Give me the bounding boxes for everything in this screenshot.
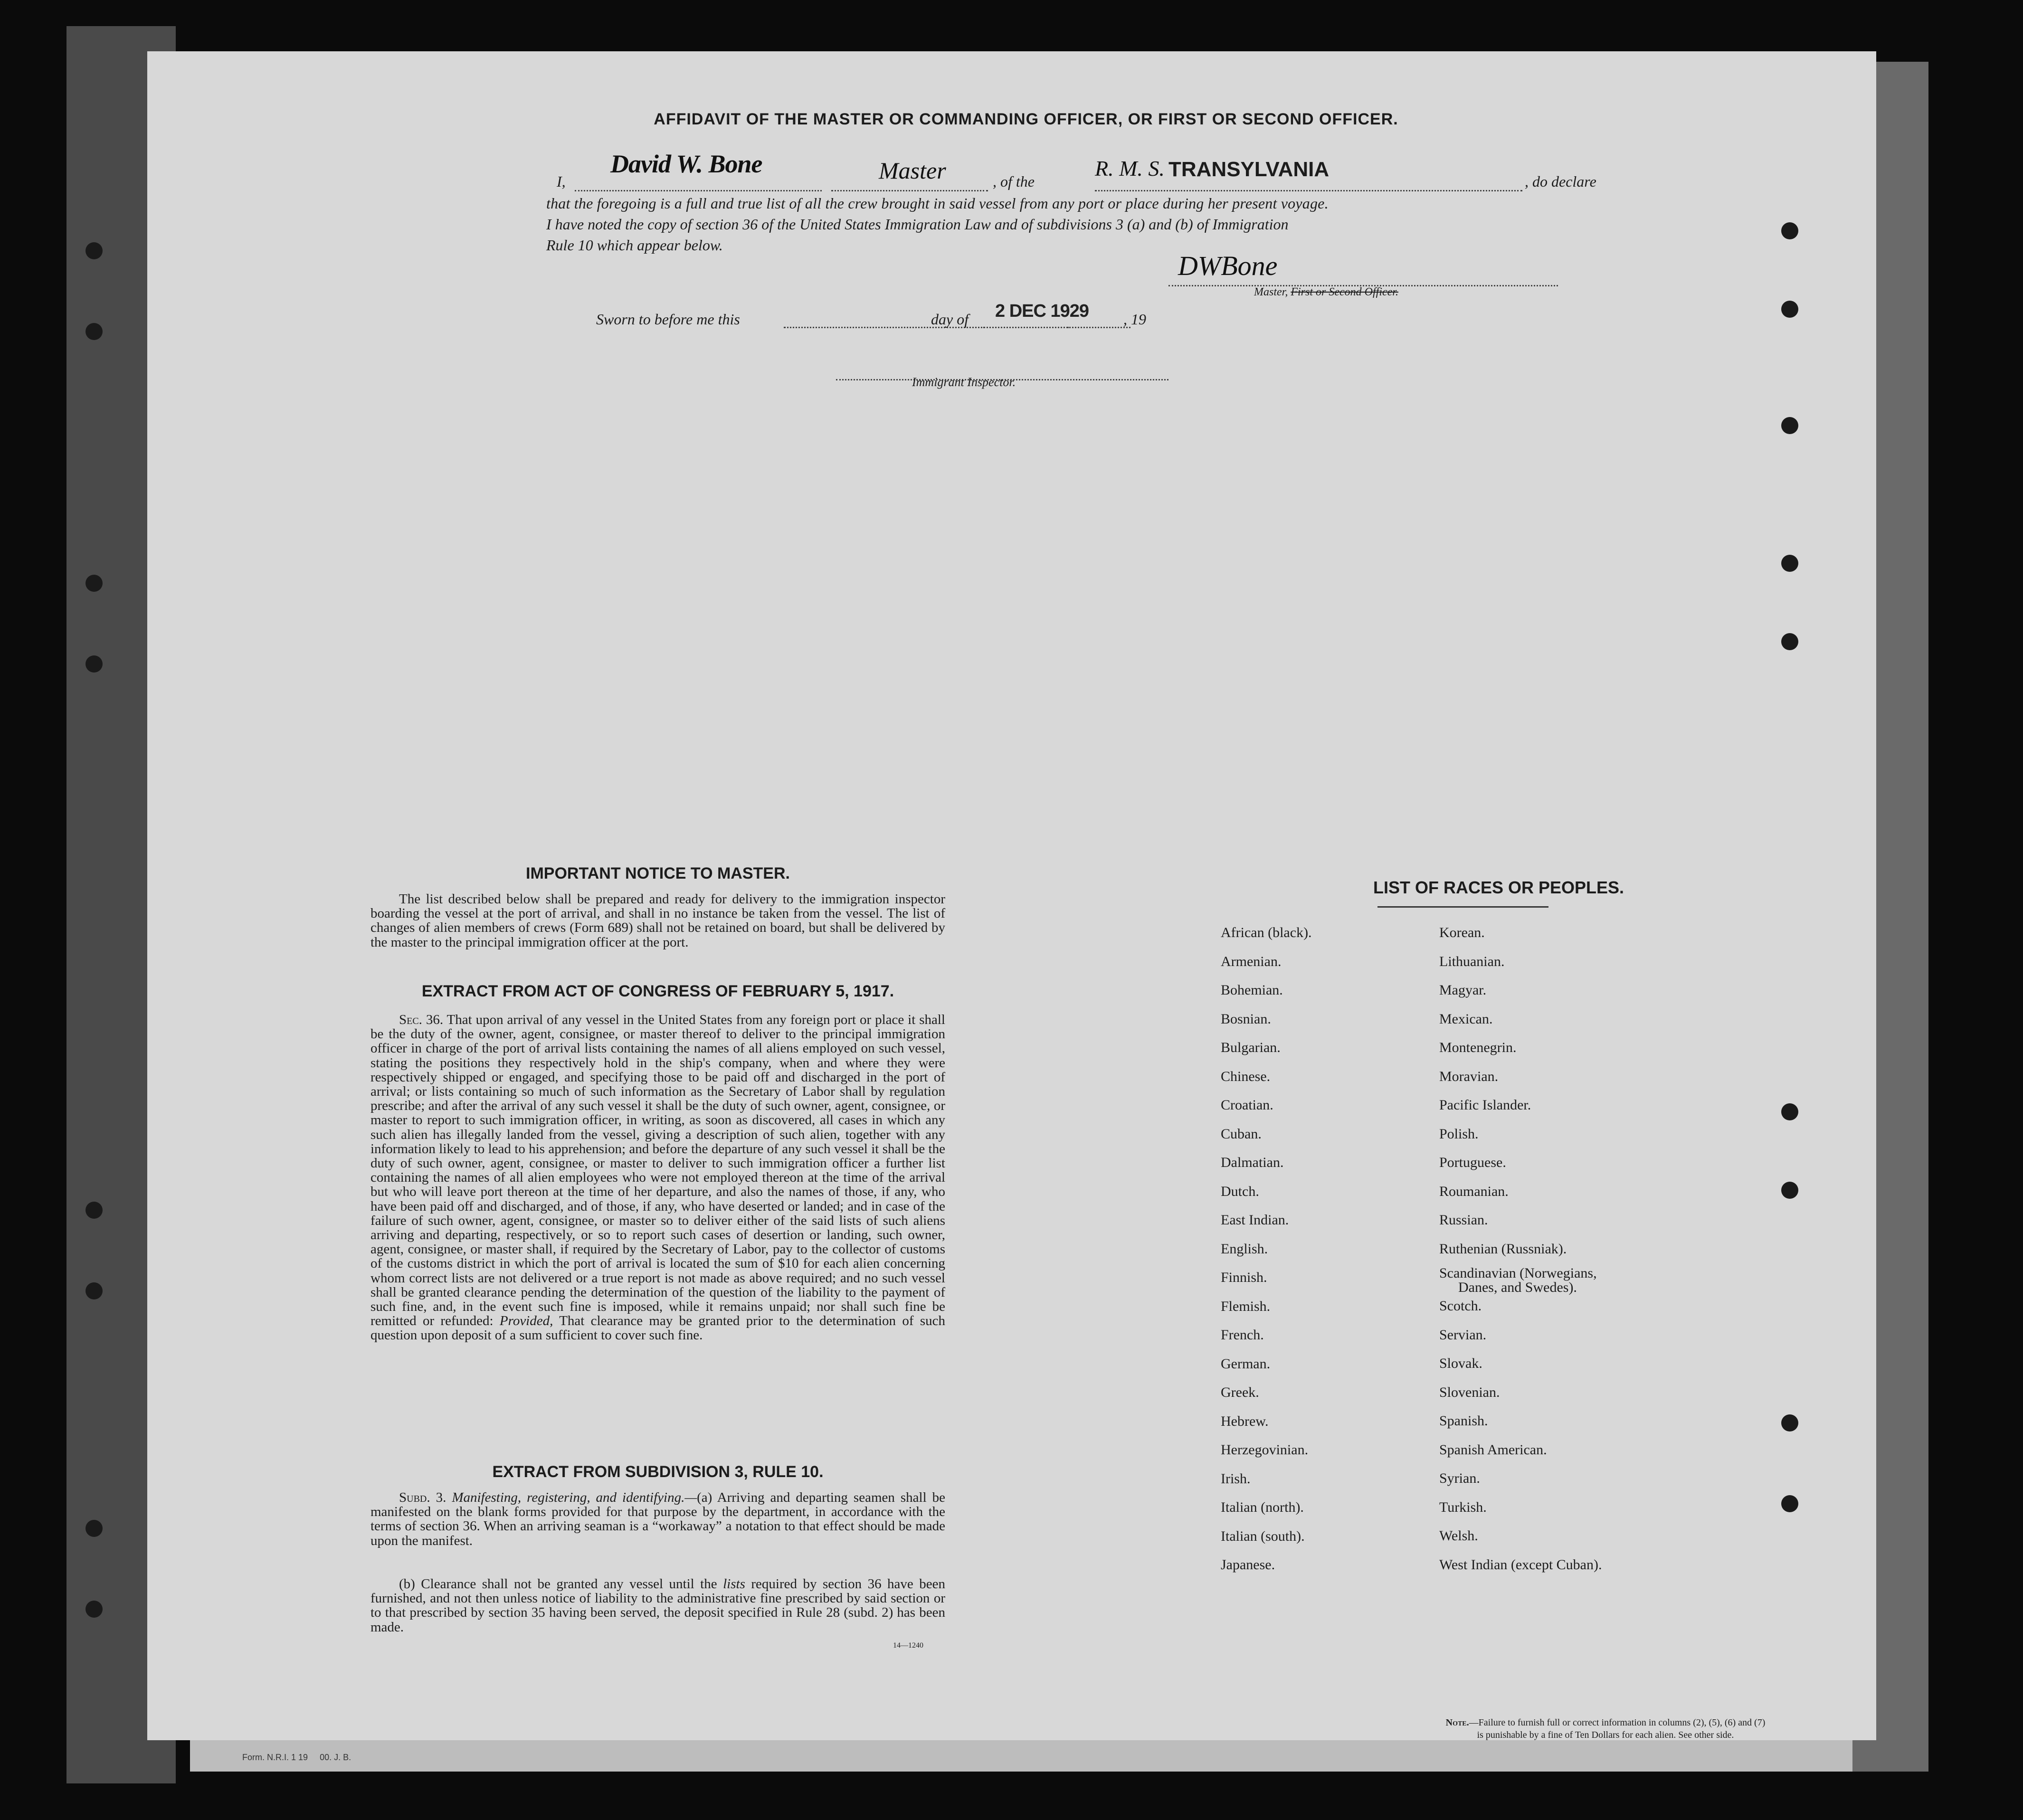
race-item: Magyar. bbox=[1439, 982, 1487, 998]
races-title: LIST OF RACES OR PEOPLES. bbox=[1373, 878, 1624, 897]
sworn-month-line bbox=[983, 327, 1130, 328]
race-item: Lithuanian. bbox=[1439, 953, 1505, 969]
binder-hole bbox=[85, 1202, 103, 1219]
sworn-label: Sworn to before me this bbox=[596, 311, 740, 328]
race-item: Ruthenian (Russniak). bbox=[1439, 1241, 1567, 1257]
notice-text: The list described below shall be prepared and ready for delivery to the immigration inspector boarding the vessel at the port of arrival, and shall in no instance be taken from the vessel. The list of changes of alien members of crews (Form 689) shall not be retained on board, but shall be delivered by the master to the principal immigration officer at the port. bbox=[370, 891, 945, 950]
race-item: Russian. bbox=[1439, 1212, 1488, 1228]
race-item: French. bbox=[1221, 1327, 1264, 1343]
race-item: Turkish. bbox=[1439, 1499, 1487, 1515]
binder-hole bbox=[85, 1601, 103, 1618]
race-item: Scotch. bbox=[1439, 1298, 1482, 1314]
page-hole bbox=[1781, 633, 1798, 650]
race-item: Croatian. bbox=[1221, 1097, 1273, 1113]
race-item: Herzegovinian. bbox=[1221, 1442, 1309, 1458]
page-hole bbox=[1781, 1182, 1798, 1199]
title-line bbox=[831, 190, 988, 191]
race-item: Italian (north). bbox=[1221, 1499, 1304, 1515]
binder-hole bbox=[85, 575, 103, 592]
subdivision-label: Subd. 3. bbox=[399, 1490, 446, 1505]
signature-name: David W. Bone bbox=[610, 150, 762, 178]
race-item: Pacific Islander. bbox=[1439, 1097, 1531, 1113]
race-item: Finnish. bbox=[1221, 1270, 1267, 1285]
of-the-label: , of the bbox=[993, 173, 1035, 190]
notice-title: IMPORTANT NOTICE TO MASTER. bbox=[526, 864, 790, 882]
page-hole bbox=[1781, 1103, 1798, 1120]
section-label: Sec. 36. bbox=[399, 1012, 444, 1027]
note-label: Note. bbox=[1445, 1717, 1469, 1728]
page-hole bbox=[1781, 417, 1798, 434]
struck-officer-title: First or Second Officer. bbox=[1291, 286, 1398, 298]
affidavit-title: AFFIDAVIT OF THE MASTER OR COMMANDING OFFICER, OR FIRST OR SECOND OFFICER. bbox=[654, 110, 1398, 128]
provided-label: Provided, bbox=[499, 1313, 553, 1329]
page-hole bbox=[1781, 301, 1798, 318]
race-item: Chinese. bbox=[1221, 1068, 1271, 1084]
binder-hole bbox=[85, 242, 103, 259]
form-label: Form. N.R.I. 1 19 00. J. B. bbox=[242, 1753, 351, 1762]
race-item: Danes, and Swedes). bbox=[1458, 1280, 1577, 1295]
race-item: African (black). bbox=[1221, 925, 1312, 940]
vessel-name: TRANSYLVANIA bbox=[1168, 158, 1330, 181]
master-title: Master, bbox=[1254, 286, 1291, 298]
master-label bbox=[1254, 286, 1398, 299]
race-item: Polish. bbox=[1439, 1126, 1479, 1142]
extract-act-text bbox=[370, 1013, 945, 1343]
race-item: German. bbox=[1221, 1356, 1271, 1372]
affidavit-line-4: Rule 10 which appear below. bbox=[546, 237, 723, 254]
date-stamp: 2 DEC 1929 bbox=[995, 301, 1089, 321]
subdivision-heading: Manifesting, registering, and identifying.— bbox=[452, 1490, 697, 1505]
binder-hole bbox=[85, 655, 103, 673]
race-item: Slovenian. bbox=[1439, 1384, 1500, 1400]
race-item: East Indian. bbox=[1221, 1212, 1289, 1228]
race-item: English. bbox=[1221, 1241, 1268, 1257]
page-hole bbox=[1781, 1414, 1798, 1431]
race-item: Dutch. bbox=[1221, 1183, 1259, 1199]
race-item: Korean. bbox=[1439, 925, 1485, 940]
race-item: Mexican. bbox=[1439, 1011, 1493, 1027]
note-text-2: is punishable by a fine of Ten Dollars for each alien. See other side. bbox=[1477, 1730, 1734, 1740]
extract-rule-text-b bbox=[370, 1577, 945, 1634]
race-item: Cuban. bbox=[1221, 1126, 1262, 1142]
races-left-column bbox=[1221, 919, 1312, 1580]
name-line bbox=[575, 190, 822, 191]
binder-hole bbox=[85, 1282, 103, 1299]
race-item: Spanish American. bbox=[1439, 1441, 1547, 1458]
extract-rule-title: EXTRACT FROM SUBDIVISION 3, RULE 10. bbox=[492, 1463, 824, 1481]
race-item: Greek. bbox=[1221, 1384, 1259, 1400]
subdivision-text-b-start: (b) Clearance shall not be granted any vessel until the bbox=[399, 1576, 717, 1592]
race-item: Flemish. bbox=[1221, 1298, 1271, 1314]
race-item: Scandinavian (Norwegians, bbox=[1439, 1265, 1597, 1281]
section-body-end: That clearance may be granted prior to the determination of such question upon deposit of a sum sufficient to cover such fine. bbox=[370, 1313, 946, 1343]
do-declare-label: , do declare bbox=[1525, 173, 1596, 190]
binder-hole bbox=[85, 323, 103, 340]
race-item: Moravian. bbox=[1439, 1068, 1499, 1084]
inspector-label: Immigrant Inspector. bbox=[912, 375, 1016, 389]
race-item: Dalmatian. bbox=[1221, 1155, 1284, 1170]
year-label: , 19 bbox=[1123, 311, 1146, 328]
handwritten-ship-prefix: R. M. S. bbox=[1095, 156, 1165, 180]
day-of-label: day of bbox=[931, 311, 969, 328]
form-number: 14—1240 bbox=[893, 1641, 923, 1649]
race-item: Roumanian. bbox=[1439, 1183, 1509, 1199]
affidavit-line-2: that the foregoing is a full and true list of all the crew brought in said vessel from any port or place during her present voyage. bbox=[546, 195, 1329, 212]
extract-rule-text-a bbox=[370, 1490, 945, 1548]
subdivision-text-b-end: required by section 36 have been furnished, and not then unless notice of liability to the administrative fine prescribed by said section or to that prescribed by section 35 having been served, the deposit specified in Rule 28 (subd. 2) has been made. bbox=[370, 1576, 946, 1635]
race-item: Bosnian. bbox=[1221, 1011, 1271, 1027]
master-signature: DWBone bbox=[1178, 250, 1278, 281]
section-body: That upon arrival of any vessel in the United States from any foreign port or place it shall be the duty of the owner, agent, consignee, or master thereof to deliver to the principal immigration officer in charge of the port of arrival lists containing the names of all aliens employed on such vessel, stating the positions they respectively hold in the ship's company, when and where they were respectively shipped or engaged, and specifying those to be paid off and discharged in the port of arrival; or lists containing so much of such information as the Secretary of Labor shall by regulation prescribe; and after the arrival of any such vessel it shall be the duty of such owner, agent, consignee, or master to report to such immigration officer, in writing, as soon as discovered, all cases in which any such alien has illegally landed from the vessel, giving a description of such alien, together with any information likely to lead to his apprehension; and before the departure of any such vessel it shall be the duty of such owner, agent, consignee, or master to deliver to such immigration officer a further list containing the names of all alien employees who were not employed thereon at the time of the arrival but who will leave port thereon at the time of her departure, and also the names of those, if any, who have been paid off and discharged, and of those, if any, who have deserted or landed; and in case of the failure of such owner, agent, consignee, or master so to deliver either of the said lists of such aliens arriving and departing, respectively, or so to report such cases of desertion or landing, such owner, agent, consignee, or master shall, if required by the Secretary of Labor, pay to the collector of customs of the customs district in which the port of arrival is located the sum of $10 for each alien concerning whom correct lists are not delivered or a true report is not made as above required; and no such vessel shall be granted clearance pending the determination of the question of the liability to the payment of such fine, and, in the event such fine is imposed, while it remains unpaid; nor shall such fine be remitted or refunded: bbox=[370, 1012, 945, 1329]
races-divider bbox=[1377, 906, 1548, 908]
race-item: Montenegrin. bbox=[1439, 1040, 1517, 1055]
note-text-1: —Failure to furnish full or correct information in columns (2), (5), (6) and (7) bbox=[1469, 1717, 1766, 1728]
race-item: Syrian. bbox=[1439, 1470, 1480, 1486]
race-item: Spanish. bbox=[1439, 1413, 1488, 1429]
handwritten-title: Master bbox=[879, 157, 946, 184]
affidavit-line-3: I have noted the copy of section 36 of the United States Immigration Law and of subdivisions 3 (a) and (b) of Immigration bbox=[546, 216, 1289, 233]
race-item: Slovak. bbox=[1439, 1356, 1482, 1371]
subdivision-text-b-lists: lists bbox=[723, 1576, 745, 1592]
race-item: Bulgarian. bbox=[1221, 1040, 1281, 1055]
vessel-line bbox=[1095, 190, 1522, 191]
race-item: Bohemian. bbox=[1221, 982, 1283, 998]
page-hole bbox=[1781, 222, 1798, 239]
race-item: Portuguese. bbox=[1439, 1155, 1506, 1170]
races-right-column bbox=[1439, 919, 1602, 1579]
affidavit-page bbox=[147, 51, 1876, 1740]
race-item: Italian (south). bbox=[1221, 1528, 1305, 1544]
race-item: Japanese. bbox=[1221, 1557, 1275, 1573]
race-item: Servian. bbox=[1439, 1327, 1487, 1343]
footer-note bbox=[1363, 1716, 1848, 1741]
binder-hole bbox=[85, 1520, 103, 1537]
race-item: Hebrew. bbox=[1221, 1413, 1269, 1429]
page-hole bbox=[1781, 555, 1798, 572]
race-item: Armenian. bbox=[1221, 953, 1282, 969]
race-item: West Indian (except Cuban). bbox=[1439, 1556, 1602, 1573]
race-item: Irish. bbox=[1221, 1470, 1251, 1487]
subdivision-text-a: (a) Arriving and departing seamen shall be manifested on the blank forms provided for that purpose by the department, in accordance with the terms of section 36. When an arriving seaman is a “workaway” a notation to that effect should be made upon the manifest. bbox=[370, 1490, 946, 1548]
race-item: Welsh. bbox=[1439, 1528, 1478, 1544]
extract-act-title: EXTRACT FROM ACT OF CONGRESS OF FEBRUARY 5, 1917. bbox=[421, 982, 894, 1000]
page-hole bbox=[1781, 1495, 1798, 1512]
i-label: I, bbox=[557, 173, 566, 190]
